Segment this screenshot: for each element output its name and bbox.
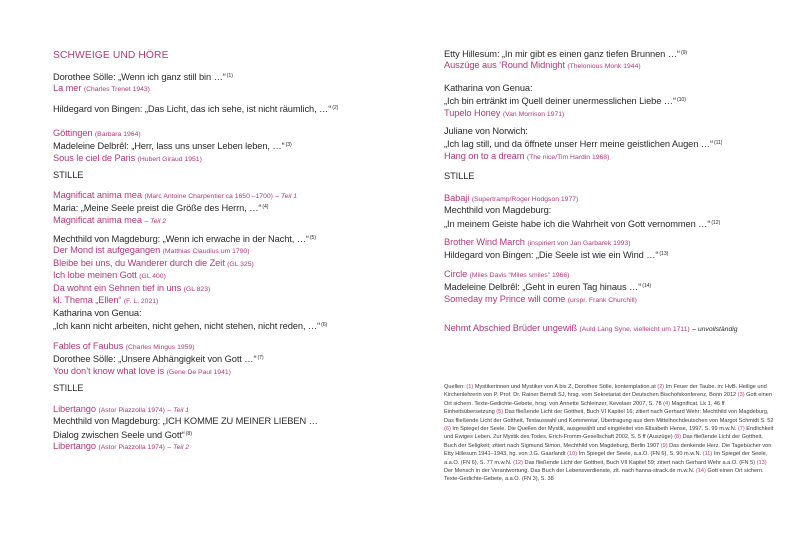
footnote-ref: (9) (680, 50, 687, 56)
quote-line: „Ich kann nicht arbeiten, nicht gehen, nicht stehen, nicht reden, …“ (53, 321, 321, 332)
footnote-ref: (13) (659, 251, 669, 258)
quote-line: Mechthild von Magdeburg: „ICH KOMME ZU MEINER LIEBEN … (53, 416, 318, 427)
footnote-text: Gott einen Ort sichern. Texte-Gedichte-Gebete, hrsg. von Annette Schleinzer, Kevelaer 2007, S. 78 (444, 392, 772, 407)
music-title: Magnificat anima mea (53, 214, 142, 225)
footnote-ref: (14) (642, 283, 652, 290)
footnote-ref: (5) (309, 235, 316, 241)
footnote-number: (7) (737, 426, 745, 433)
footnote-number: (12) (513, 459, 523, 466)
footnote-text: Im Spiegel der Seele, a.a.O. (FN 6), S. 77 m.w.N. (444, 451, 768, 466)
footnote-number: (2) (657, 384, 665, 390)
footnote-text: Der Mensch in der Verantwortung. Das Buch der Lebensverdienste, zit. nach hanna-strack.de m.w.N. (444, 468, 695, 475)
footnote-text: Mystikerinnen und Mystiker von A bis Z, Dorothee Sölle, kontemplation.at (474, 384, 656, 390)
music-note: (GL 400) (139, 273, 166, 281)
footnote-number: (13) (756, 459, 767, 466)
footnote-text: Das fließende Licht der Gottheit, Buch der Seligkeit; zitiert nach Sigmund Simon, Mechthild von Magdeburg, Berlin 1907 (444, 434, 763, 449)
music-note: (Barbara 1964) (94, 131, 141, 138)
music-title: Tupelo Honey (444, 107, 501, 118)
music-title: Libertango (53, 441, 96, 452)
stille-label: STILLE (53, 170, 84, 180)
footnote-number: (5) (496, 409, 504, 416)
music-note: (Charles Mingus 1959) (125, 344, 195, 351)
music-note: (Thelonious Monk 1944) (567, 63, 641, 71)
footnote-number: (6) (444, 426, 451, 433)
part-note: – Teil 2 (167, 444, 190, 452)
footnote-number: (4) (663, 400, 670, 407)
footnote-text: Das denkende Herz. Die Tagebücher von Etty Hillesum 1941–1943, hg. von J.G. Gaarlandt (444, 442, 772, 458)
footnote-number: (10) (567, 451, 578, 458)
program-block (53, 403, 318, 453)
program-block (53, 232, 316, 306)
footnote-text: Im Spiegel der Seele, a.a.O. (FN 6), S. 90 m.w.N. (578, 451, 702, 458)
quote-line: Madeleine Delbrêl: „Geht in euren Tag hinaus …“ (444, 282, 642, 293)
speaker-line: Katharina von Genua: (444, 83, 533, 93)
stille-label: STILLE (444, 171, 475, 181)
footnote-ref: (2) (332, 105, 339, 111)
footnote-text: Endlichkeit und Ewiges Leben. Zur Mystik des Todes, Erich-Fromm-Gesellschaft 2002, S. 5 ff (Auszüge) (444, 426, 774, 441)
program-block (53, 127, 292, 164)
footnote-number: (9) (660, 442, 668, 449)
music-note: (Hubert Giraud 1951) (137, 155, 202, 163)
music-note: (GL 823) (183, 285, 211, 293)
music-note: (Auld Lang Syne, vielleicht um 1711) (579, 326, 690, 333)
footnote-number: (11) (702, 451, 713, 458)
music-note: (Marc Antoine Charpentier ca 1650 –1700) (144, 193, 273, 200)
section-heading: SCHWEIGE UND HÖRE (53, 50, 169, 61)
quote-line: Dorothee Sölle: „Unsere Abhängigkeit von Gott …“ (53, 354, 257, 365)
quote-line: „In meinem Geiste habe ich die Wahrheit von Gott vernommen …“ (444, 218, 711, 229)
stille-label: STILLE (53, 383, 84, 393)
program-block (444, 268, 651, 305)
music-title: La mer (53, 83, 82, 94)
program-block (444, 236, 668, 261)
footnote-ref: (3) (285, 142, 292, 149)
music-title: You don’t know what love is (53, 365, 165, 376)
music-title: Magnificat anima mea (53, 190, 142, 200)
part-note: – Teil 1 (275, 193, 298, 200)
program-block (444, 47, 687, 72)
quote-line: Madeleine Delbrêl: „Herr, lass uns unser Leben leben, …“ (53, 141, 285, 152)
program-block (53, 189, 297, 226)
speaker-line: Katharina von Genua: (53, 308, 142, 318)
music-title: Göttingen (53, 128, 93, 138)
footnote-text: Im Feuer der Taube. in: HvB. Heilige und Kirchenlehrerin von P. Prof. Dr. Rainer Berndt SJ, hrsg. vom Sekretariat der Deutschen Bischofskonferenz, Bonn 2012 (444, 384, 767, 399)
quote-line: Dialog zwischen Seele und Gott“ (53, 429, 185, 440)
music-note: (inspiriert von Jan Garbarek 1993) (527, 240, 631, 247)
program-block (444, 125, 722, 162)
footnote-ref: (11) (714, 140, 723, 147)
music-note: (The nice/Tim Hardin 1968) (526, 153, 610, 161)
music-title: Fables of Faubus (53, 341, 124, 351)
footnote-number: (14) (695, 468, 706, 475)
speaker-line: Mechthild von Magdeburg: (444, 205, 552, 216)
music-title: Libertango (53, 404, 96, 414)
music-note: (Van Morrison 1971) (502, 110, 565, 118)
quote-line: Hildegard von Bingen: „Die Seele ist wie ein Wind …“ (444, 250, 659, 261)
footnote-ref: (7) (257, 355, 264, 362)
footnote-number: (3) (737, 392, 745, 399)
footnote-text: Das fließende Licht der Gottheit, Buch VII Kapitel 59; zitiert nach Gerhard Wehr a.a.O. (FN 5) (524, 459, 756, 466)
speaker-line: Juliane von Norwich: (444, 126, 528, 136)
quote-line: Maria: „Meine Seele preist die Größe des Herrn, …“ (53, 203, 262, 214)
quote-line: Hildegard von Bingen: „Das Licht, das ich sehe, ist nicht räumlich, …“ (53, 104, 332, 114)
footnote-ref: (1) (226, 73, 233, 79)
music-note: (urspr. Frank Churchill) (567, 296, 637, 304)
footnote-number: (8) (674, 434, 682, 441)
music-title: Babaji (444, 193, 470, 203)
footnote-text: Das fließende Licht der Gottheit, Buch VI Kapitel 16; zitiert nach Gerhard Wehr: Mechthild von Magdeburg, Das fließende Licht der Gottheit, Textauswahl und Kommentar, Übertragung aus dem Mittelhochdeutschen von Margot Schmidt S. 52 (444, 409, 774, 424)
footnote-ref: (6) (321, 322, 328, 329)
music-title: Der Mond ist aufgegangen (53, 245, 161, 256)
footnote-text: Im Spiegel der Seele. Die Quellen der Mystik, ausgewählt und eingeleitet von Elisabeth Hense, 1997, S. 99 m.w.N. (452, 426, 737, 433)
program-block (444, 82, 686, 119)
music-note: (Miles Davis “Miles smiles” 1966) (469, 272, 570, 279)
music-title: kl. Thema „Ellen“ (53, 294, 122, 305)
music-title: Someday my Prince will come (444, 293, 566, 304)
quote-line: Dorothee Sölle: „Wenn ich ganz still bin …“ (53, 72, 226, 82)
music-note: (Charles Trenet 1943) (83, 86, 150, 94)
quote-line: Mechthild von Magdeburg: „Wenn ich erwache in der Nacht, …“ (53, 234, 309, 244)
music-note: (Gene De Paul 1941) (166, 368, 231, 376)
quote-line: Etty Hillesum: „In mir gibt es einen ganz tiefen Brunnen …“ (444, 49, 680, 59)
footnote-text: Magnificat, Lk 1, 46 ff Einheitsübersetzung (444, 400, 725, 416)
music-title: Hang on to a dream (444, 150, 525, 161)
music-note: (GL 325) (227, 260, 254, 268)
part-note: – unvollständig (692, 326, 738, 333)
music-title: Da wohnt ein Sehnen tief in uns (53, 282, 182, 293)
music-note: (F. L. 2021) (123, 297, 159, 305)
program-block (53, 307, 327, 332)
music-note: (Astor Piazzolla 1974) (98, 407, 165, 414)
quote-line: „Ich bin ertränkt im Quell deiner unermesslichen Liebe …“ (444, 96, 676, 107)
sources-label: Quellen: (444, 384, 465, 390)
music-title: Auszüge aus ‘Round Midnight (444, 60, 565, 71)
music-title: Sous le ciel de Paris (53, 152, 136, 163)
music-title: Brother Wind March (444, 237, 525, 247)
music-title: Circle (444, 269, 468, 279)
footnote-ref: (10) (677, 97, 686, 104)
music-title: Ich lobe meinen Gott (53, 270, 137, 281)
footnote-ref: (12) (711, 219, 721, 226)
program-block (53, 340, 264, 377)
footnote-text: Gott einen Ort sichern. Texte-Gedichte-Gebete, a.a.O. (FN 3), S. 38 (444, 468, 764, 483)
footnote-ref: (4) (262, 204, 269, 211)
quote-line: „Ich lag still, und da öffnete unser Herr meine geistlichen Augen …“ (444, 139, 713, 150)
music-title: Nehmt Abschied Brüder ungewiß (444, 323, 578, 333)
program-block (53, 102, 338, 114)
sources-footnotes (444, 383, 774, 484)
part-note: – Teil 1 (167, 407, 190, 414)
music-note: (Astor Piazzolla 1974) (98, 444, 165, 452)
program-block (53, 70, 233, 95)
footnote-ref: (8) (185, 430, 192, 437)
music-title: Bleibe bei uns, du Wanderer durch die Zeit (53, 257, 225, 268)
part-note: – Teil 2 (144, 217, 167, 225)
footnote-number: (1) (466, 384, 474, 390)
program-block (444, 322, 738, 334)
music-note: (Matthias Claudius um 1790) (162, 248, 250, 256)
program-block (444, 192, 720, 229)
music-note: (Supertramp/Roger Hodgson 1977) (471, 196, 579, 203)
